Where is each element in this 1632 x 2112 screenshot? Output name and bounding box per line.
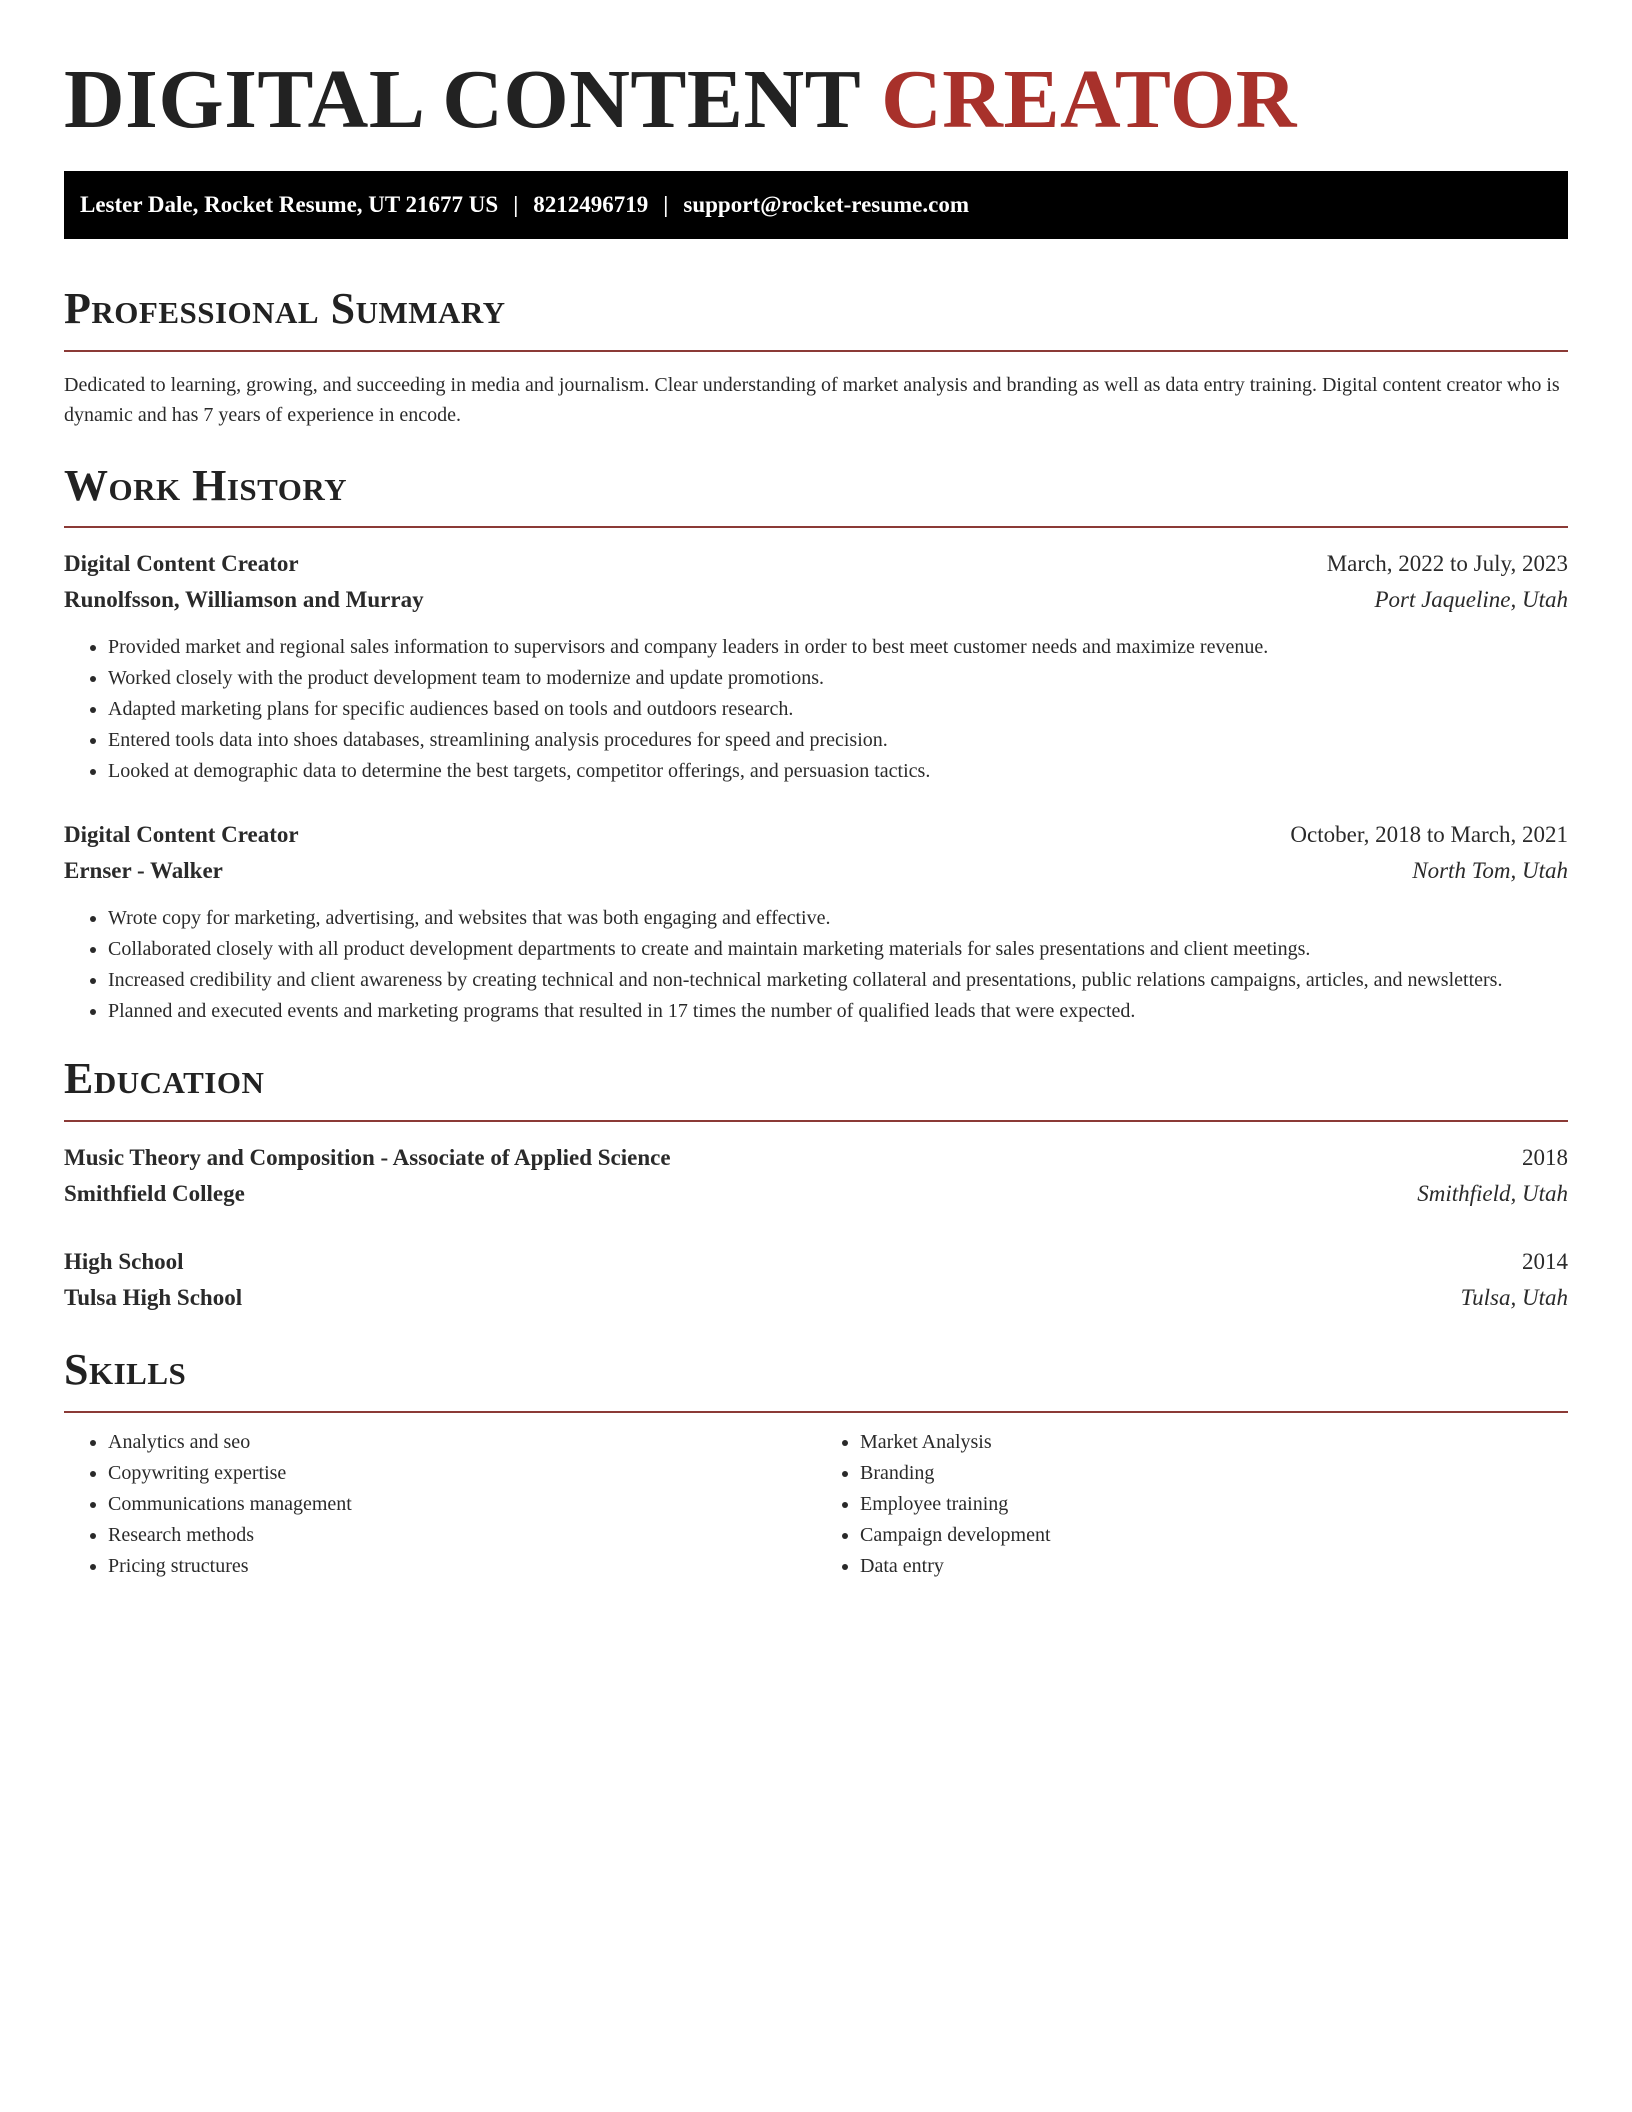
job-dates: March, 2022 to July, 2023 xyxy=(1326,551,1568,577)
summary-heading: Professional Summary xyxy=(64,283,506,333)
title-main: DIGITAL CONTENT xyxy=(64,53,860,146)
contact-email[interactable]: support@rocket-resume.com xyxy=(683,191,970,217)
contact-bar xyxy=(64,171,1568,239)
education-entry xyxy=(64,1244,1568,1316)
job-bullets xyxy=(64,632,1568,787)
job-entry xyxy=(64,546,1568,787)
contact-address: Lester Dale, Rocket Resume, UT 21677 US xyxy=(80,191,499,217)
job-dates: October, 2018 to March, 2021 xyxy=(1290,822,1568,848)
skills-section xyxy=(64,1344,1568,1582)
skill-item: • Communications management xyxy=(108,1489,816,1520)
section-divider xyxy=(64,1411,1568,1413)
job-bullet: • Adapted marketing plans for specific audiences based on tools and outdoors research. xyxy=(108,694,1568,725)
skills-list-right xyxy=(816,1427,1568,1582)
skills-list-left xyxy=(64,1427,816,1582)
job-company: Runolfsson, Williamson and Murray xyxy=(64,587,424,613)
skill-item: • Campaign development xyxy=(860,1520,1568,1551)
job-entry xyxy=(64,817,1568,1027)
job-bullets xyxy=(64,903,1568,1027)
education-degree-row xyxy=(64,1140,1568,1176)
skill-item: • Data entry xyxy=(860,1551,1568,1582)
education-entry xyxy=(64,1140,1568,1212)
job-location: North Tom, Utah xyxy=(1412,858,1568,884)
education-section xyxy=(64,1053,1568,1316)
education-location: Tulsa, Utah xyxy=(1460,1285,1568,1311)
skill-item: • Research methods xyxy=(108,1520,816,1551)
skill-item: • Copywriting expertise xyxy=(108,1458,816,1489)
contact-separator: | xyxy=(663,191,669,217)
job-title: Digital Content Creator xyxy=(64,551,299,577)
education-year: 2014 xyxy=(1522,1249,1568,1275)
job-header-row xyxy=(64,817,1568,853)
job-bullet: • Collaborated closely with all product development departments to create and maintain marketing materials for sales presentations and client meetings. xyxy=(108,934,1568,965)
education-degree: High School xyxy=(64,1249,184,1275)
job-company-row xyxy=(64,853,1568,889)
job-bullet: • Worked closely with the product development team to modernize and update promotions. xyxy=(108,663,1568,694)
work-history-heading: Work History xyxy=(64,460,348,510)
skills-heading: Skills xyxy=(64,1345,187,1395)
skill-item: • Pricing structures xyxy=(108,1551,816,1582)
education-school-row xyxy=(64,1280,1568,1316)
education-degree: Music Theory and Composition - Associate of Applied Science xyxy=(64,1145,671,1171)
skill-item: • Branding xyxy=(860,1458,1568,1489)
job-company-row xyxy=(64,582,1568,618)
job-header-row xyxy=(64,546,1568,582)
education-heading: Education xyxy=(64,1054,265,1104)
education-school: Smithfield College xyxy=(64,1181,245,1207)
skill-item: • Employee training xyxy=(860,1489,1568,1520)
title-accent: CREATOR xyxy=(881,53,1297,146)
summary-section xyxy=(64,283,1568,430)
summary-text: Dedicated to learning, growing, and succeeding in media and journalism. Clear understanding of market analysis and branding as well as data entry training. Digital content creator who is dynamic and has 7 years of experience in encode. xyxy=(64,373,1560,426)
resume-title xyxy=(64,50,1568,151)
job-company: Ernser - Walker xyxy=(64,858,223,884)
education-school-row xyxy=(64,1176,1568,1212)
job-bullet: • Planned and executed events and marketing programs that resulted in 17 times the number of qualified leads that were expected. xyxy=(108,996,1568,1027)
section-divider xyxy=(64,350,1568,352)
job-bullet: • Wrote copy for marketing, advertising, and websites that was both engaging and effective. xyxy=(108,903,1568,934)
education-degree-row xyxy=(64,1244,1568,1280)
education-location: Smithfield, Utah xyxy=(1417,1181,1568,1207)
skill-item: • Market Analysis xyxy=(860,1427,1568,1458)
section-divider xyxy=(64,526,1568,528)
contact-separator: | xyxy=(513,191,519,217)
work-history-section xyxy=(64,460,1568,1028)
contact-phone: 8212496719 xyxy=(533,191,649,217)
job-bullet: • Provided market and regional sales information to supervisors and company leaders in order to best meet customer needs and maximize revenue. xyxy=(108,632,1568,663)
job-title: Digital Content Creator xyxy=(64,822,299,848)
education-year: 2018 xyxy=(1522,1145,1568,1171)
job-bullet: • Looked at demographic data to determine the best targets, competitor offerings, and persuasion tactics. xyxy=(108,756,1568,787)
job-bullet: • Entered tools data into shoes databases, streamlining analysis procedures for speed and precision. xyxy=(108,725,1568,756)
skill-item: • Analytics and seo xyxy=(108,1427,816,1458)
section-divider xyxy=(64,1120,1568,1122)
job-location: Port Jaqueline, Utah xyxy=(1374,587,1568,613)
skills-columns xyxy=(64,1427,1568,1582)
education-school: Tulsa High School xyxy=(64,1285,243,1311)
job-bullet: • Increased credibility and client awareness by creating technical and non-technical marketing collateral and presentations, public relations campaigns, articles, and newsletters. xyxy=(108,965,1568,996)
